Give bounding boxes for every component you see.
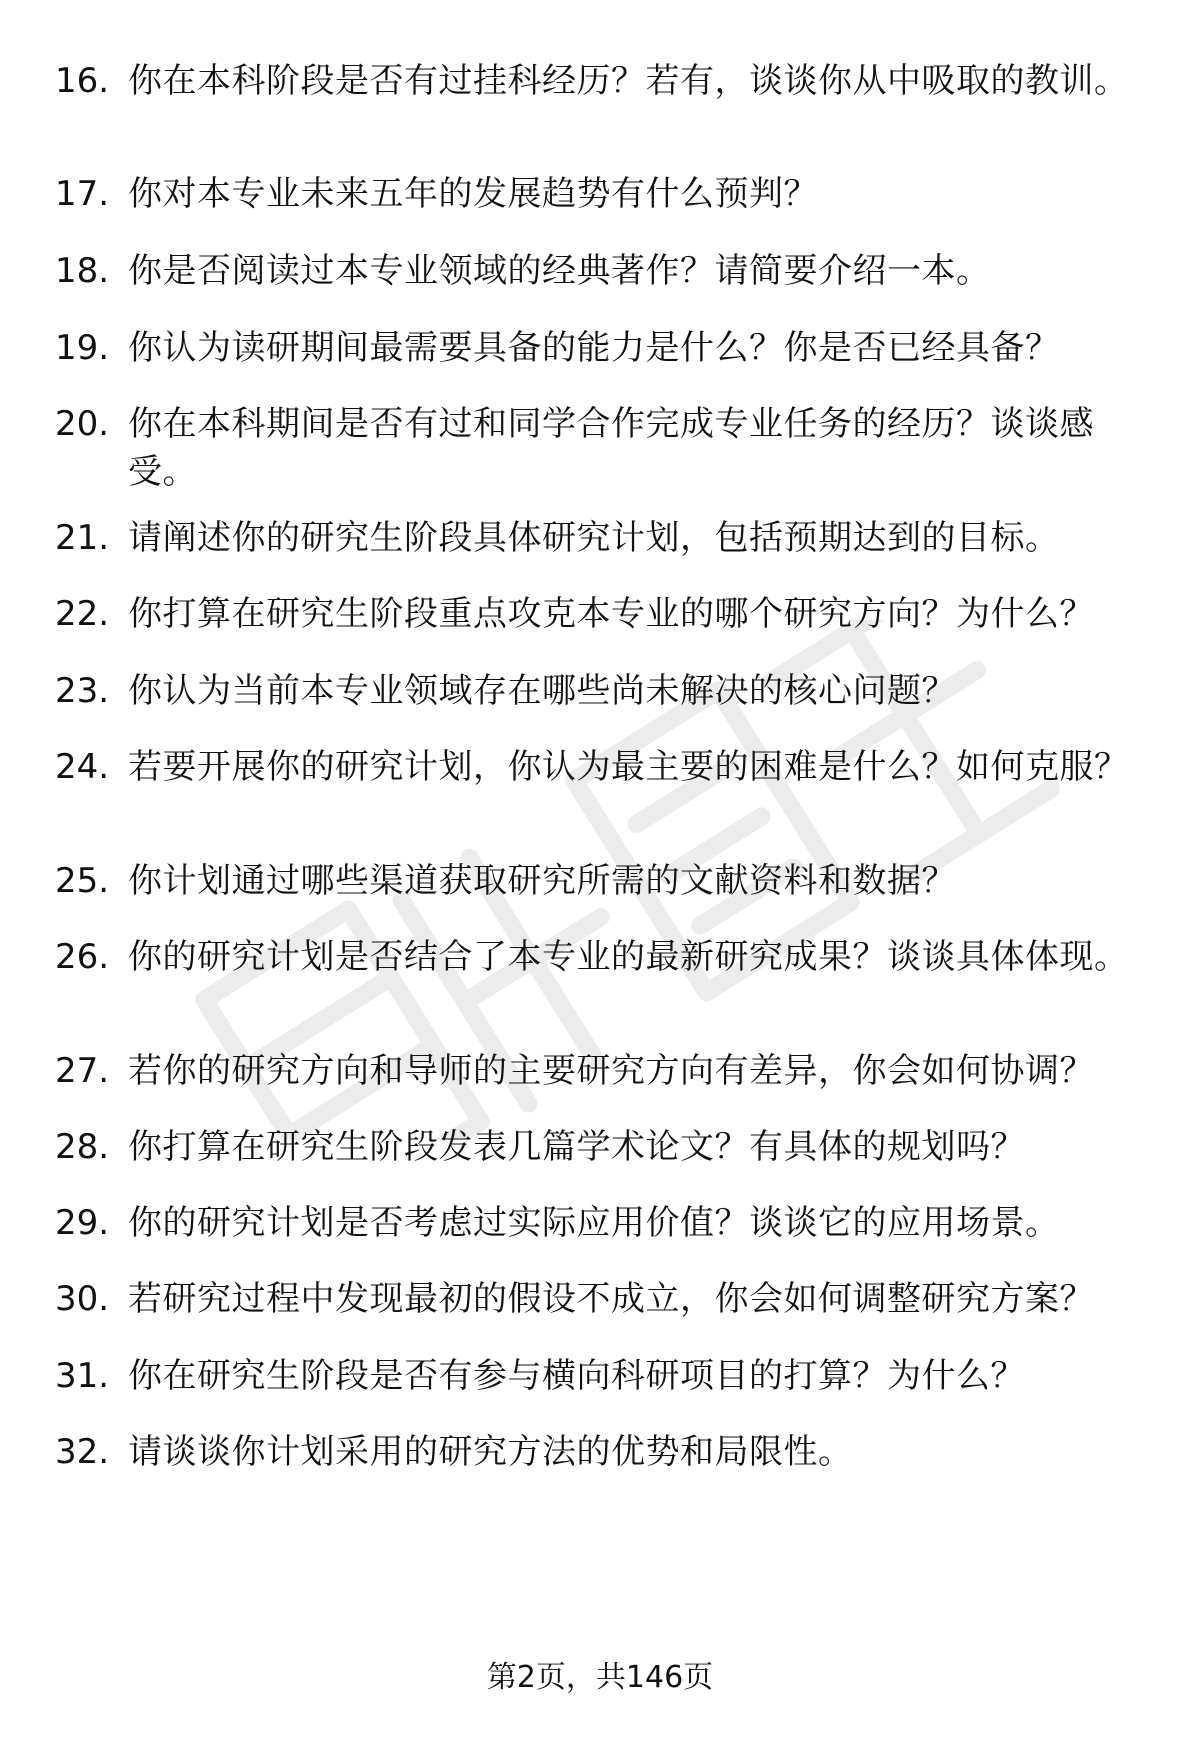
question-text: 若你的研究方向和导师的主要研究方向有差异，你会如何协调？: [128, 1051, 1094, 1091]
question-text: 你是否阅读过本专业领域的经典著作？请简要介绍一本。: [128, 251, 991, 291]
question-number: 19.: [55, 328, 110, 368]
question-text: 你在本科阶段是否有过挂科经历？若有，谈谈你从中吸取的教训。: [128, 61, 1129, 101]
question-number: 23.: [55, 671, 110, 711]
question-text: 你在研究生阶段是否有参与横向科研项目的打算？为什么？: [128, 1356, 1025, 1396]
question-number: 31.: [55, 1356, 110, 1396]
question-text: 请谈谈你计划采用的研究方法的优势和局限性。: [128, 1432, 853, 1472]
page-number: 第2页，共146页: [486, 1660, 714, 1695]
question-number: 26.: [55, 937, 110, 977]
question-number: 24.: [55, 747, 110, 787]
question-number: 30.: [55, 1279, 110, 1319]
question-text: 你认为当前本专业领域存在哪些尚未解决的核心问题？: [128, 671, 956, 711]
question-text: 请阐述你的研究生阶段具体研究计划，包括预期达到的目标。: [128, 518, 1060, 558]
question-number: 25.: [55, 861, 110, 901]
question-number: 28.: [55, 1127, 110, 1167]
question-text: 你的研究计划是否结合了本专业的最新研究成果？谈谈具体体现。: [128, 937, 1129, 977]
question-number: 20.: [55, 404, 110, 444]
question-number: 21.: [55, 518, 110, 558]
question-text: 你计划通过哪些渠道获取研究所需的文献资料和数据？: [128, 861, 956, 901]
question-text: 若研究过程中发现最初的假设不成立，你会如何调整研究方案？: [128, 1279, 1094, 1319]
question-number: 32.: [55, 1432, 110, 1472]
question-number: 18.: [55, 251, 110, 291]
question-text: 你对本专业未来五年的发展趋势有什么预判？: [128, 174, 818, 214]
question-text: 你在本科期间是否有过和同学合作完成专业任务的经历？谈谈感受。: [128, 404, 1094, 492]
question-number: 17.: [55, 174, 110, 214]
question-number: 29.: [55, 1203, 110, 1243]
question-text: 你打算在研究生阶段重点攻克本专业的哪个研究方向？为什么？: [128, 594, 1094, 634]
question-text: 若要开展你的研究计划，你认为最主要的困难是什么？如何克服？: [128, 747, 1129, 787]
question-text: 你打算在研究生阶段发表几篇学术论文？有具体的规划吗？: [128, 1127, 1025, 1167]
question-number: 16.: [55, 61, 110, 101]
question-text: 你认为读研期间最需要具备的能力是什么？你是否已经具备？: [128, 328, 1060, 368]
question-text: 你的研究计划是否考虑过实际应用价值？谈谈它的应用场景。: [128, 1203, 1060, 1243]
question-number: 22.: [55, 594, 110, 634]
question-number: 27.: [55, 1051, 110, 1091]
